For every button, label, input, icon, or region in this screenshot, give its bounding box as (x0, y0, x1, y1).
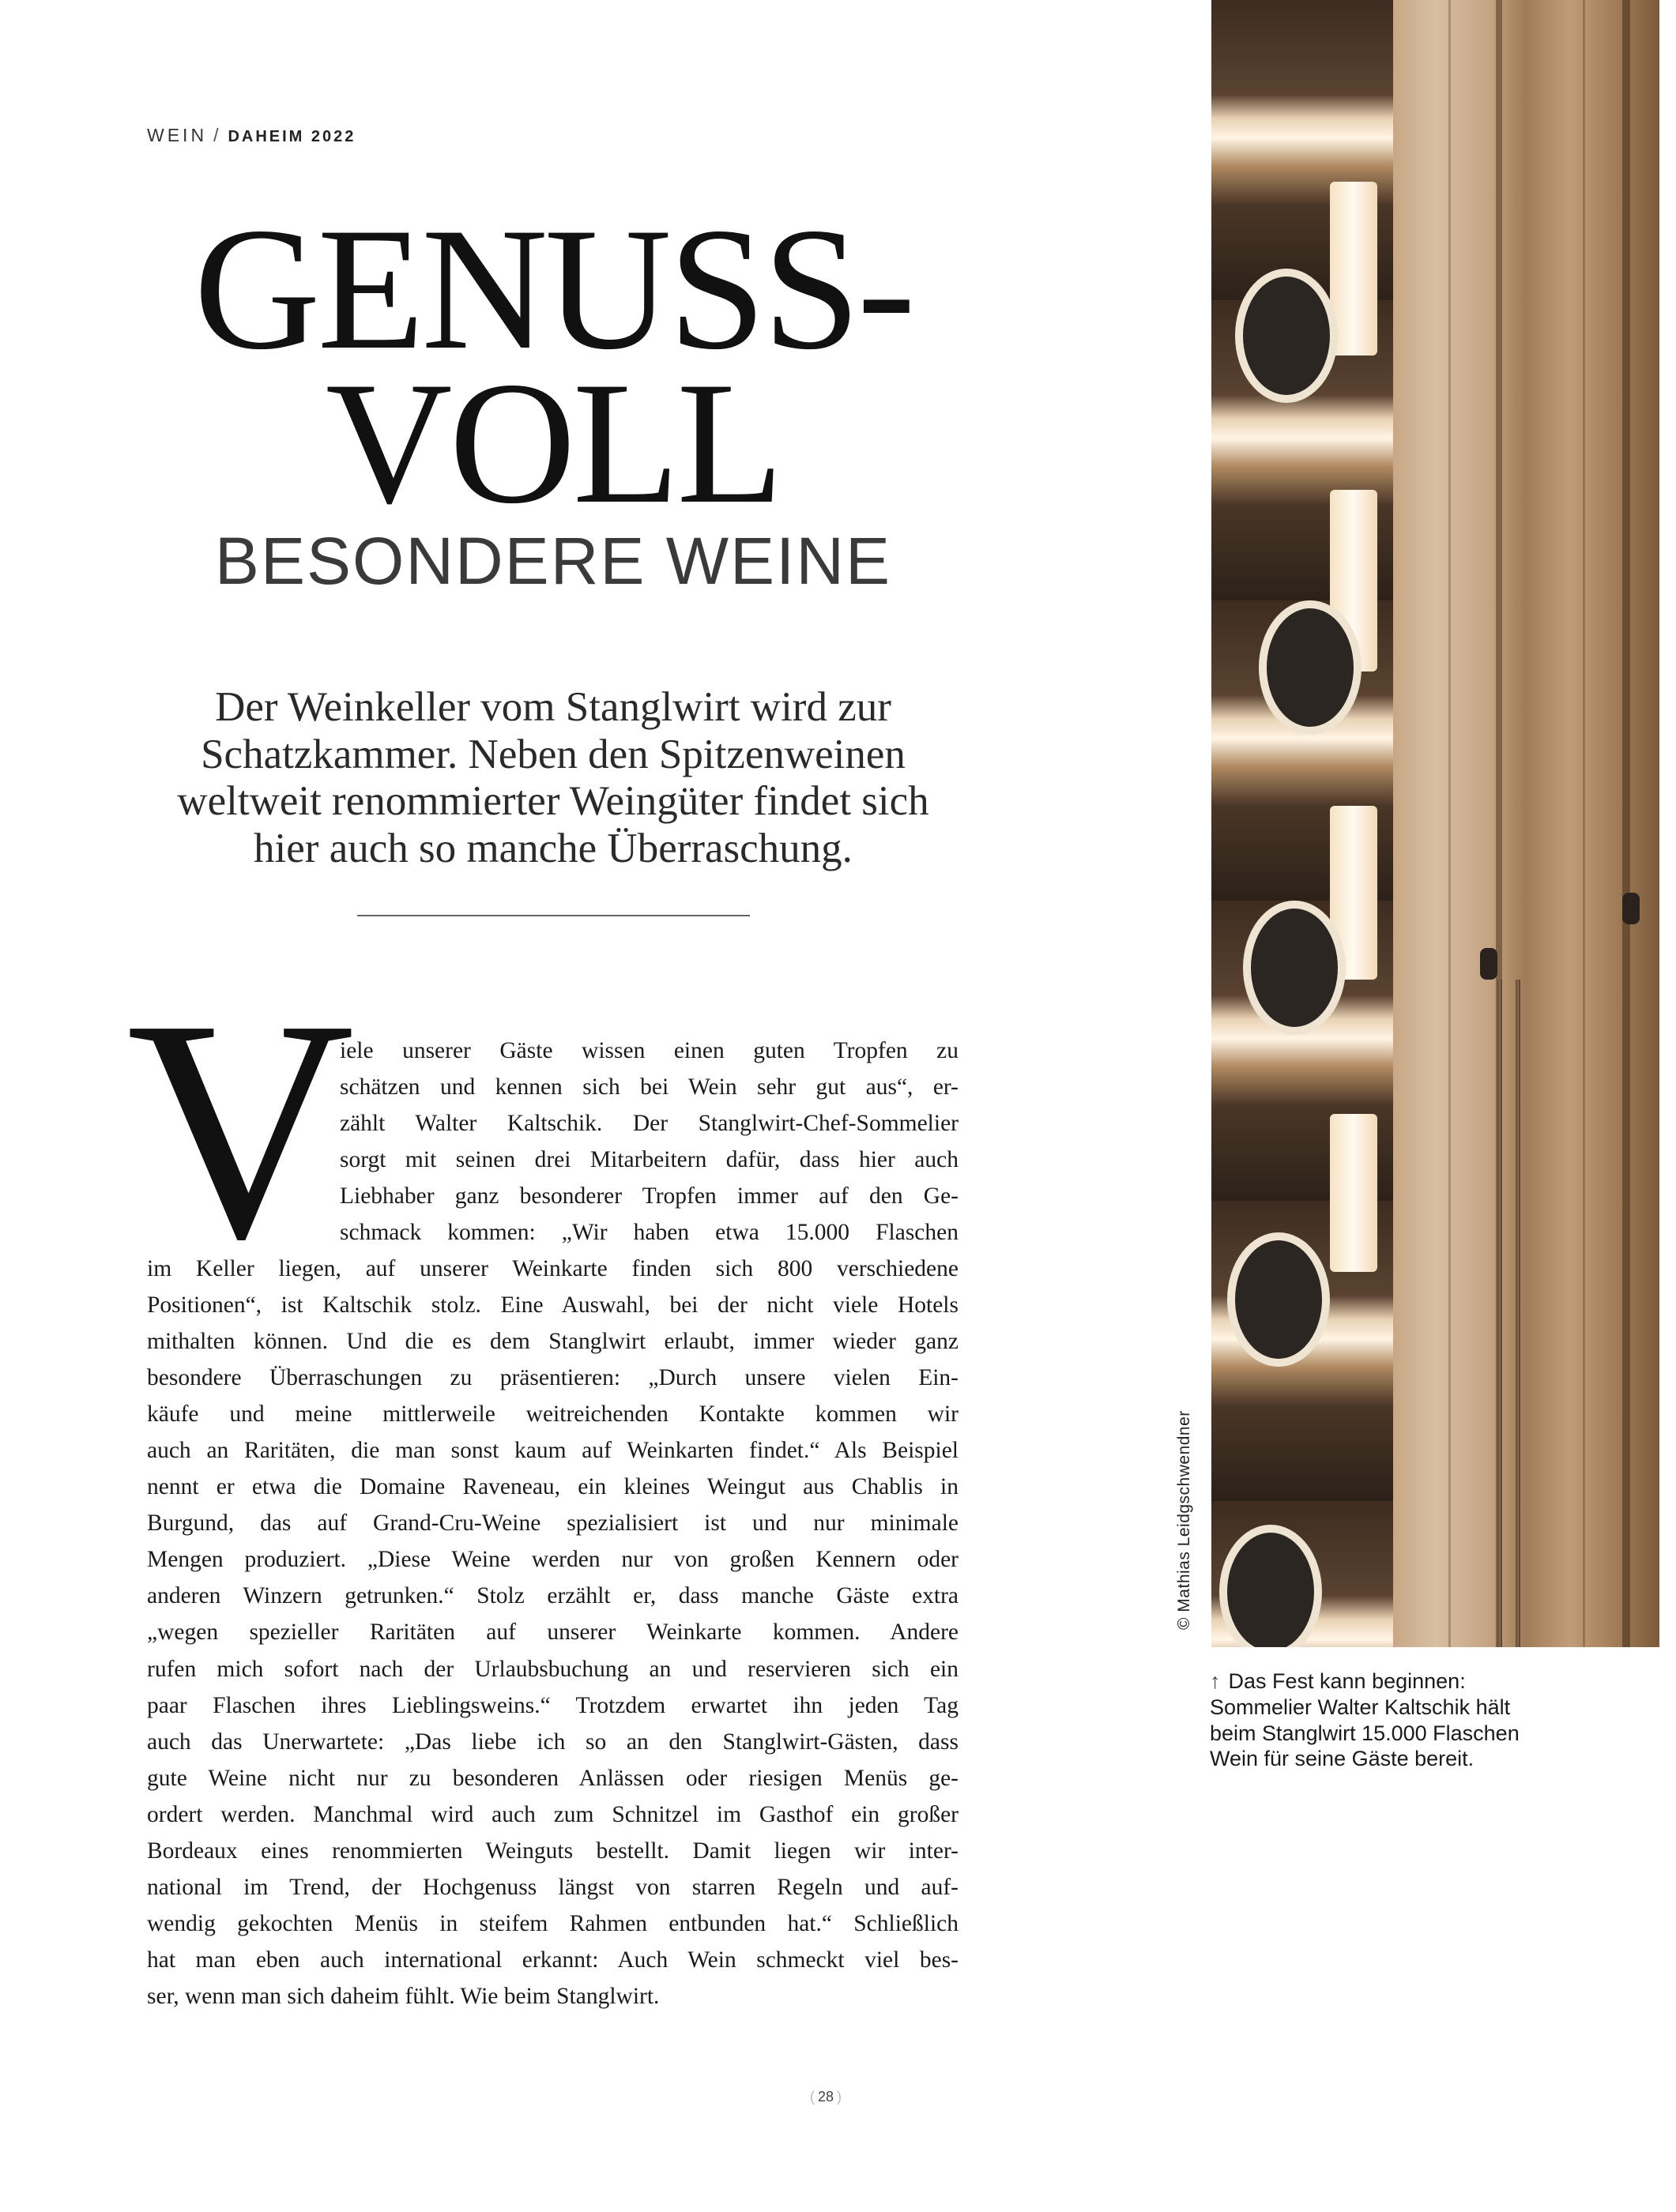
article-line: Liebhaber ganz besonderer Tropfen immer auf den Ge- (340, 1183, 959, 1209)
article-line: Mengen produziert. „Diese Weine werden nur von großen Kennern oder (147, 1547, 959, 1573)
section-kicker (147, 125, 356, 146)
photo-credit: © Mathias Leidgschwendner (1175, 1410, 1193, 1630)
wine-bottle (1243, 901, 1346, 1035)
issue-label: DAHEIM 2022 (228, 128, 356, 145)
article-line: sorgt mit seinen drei Mitarbeitern dafür, dass hier auch (340, 1147, 959, 1173)
article-line: auch an Raritäten, die man sonst kaum auf Weinkarten findet.“ Als Beispiel (147, 1438, 959, 1464)
caption-line: Sommelier Walter Kaltschik hält (1210, 1695, 1511, 1719)
section-label: WEIN (147, 125, 208, 145)
door-rod (1497, 980, 1502, 1647)
intro-line: hier auch so manche Überraschung. (254, 825, 853, 871)
article-line: ordert werden. Manchmal wird auch zum Schnitzel im Gasthof ein großer (147, 1801, 959, 1827)
door-handle (1480, 948, 1497, 980)
article-line: anderen Winzern getrunken.“ Stolz erzählt er, dass manche Gäste extra (147, 1583, 959, 1609)
wood-grain (1622, 0, 1630, 1647)
article-line: rufen mich sofort nach der Urlaubsbuchung an und reservieren sich ein (147, 1656, 959, 1682)
photo-caption (1210, 1668, 1605, 1772)
caption-line: beim Stanglwirt 15.000 Flaschen (1210, 1721, 1520, 1745)
wine-cellar-photo (1211, 0, 1659, 1647)
divider-rule (357, 915, 750, 916)
article-line: „wegen spezieller Raritäten auf unserer Weinkarte kommen. Andere (147, 1620, 959, 1646)
intro-line: Schatzkammer. Neben den Spitzenweinen (201, 731, 906, 777)
subheadline: BESONDERE WEINE (214, 524, 892, 598)
wine-bottle (1235, 269, 1338, 403)
article-line: mithalten können. Und die es dem Stanglwirt erlaubt, immer wieder ganz (147, 1329, 959, 1355)
article-line: wendig gekochten Menüs in steifem Rahmen entbunden hat.“ Schließlich (147, 1910, 959, 1936)
article-line: national im Trend, der Hochgenuss längst von starren Regeln und auf- (147, 1874, 959, 1900)
light-strip (1330, 1114, 1377, 1272)
article-body-indented (340, 1033, 959, 1251)
article-line: käufe und meine mittlerweile weitreichenden Kontakte kommen wir (147, 1401, 959, 1428)
article-line: auch das Unerwartete: „Das liebe ich so an den Stanglwirt-Gästen, dass (147, 1729, 959, 1755)
door-handle (1622, 893, 1640, 924)
article-line: besondere Überraschungen zu präsentieren: „Durch unsere vielen Ein- (147, 1365, 959, 1391)
article-line: Bordeaux eines renommierten Weinguts bestellt. Damit liegen wir inter- (147, 1838, 959, 1864)
caption-text: Das Fest kann beginnen: (1228, 1669, 1466, 1693)
article-line: paar Flaschen ihres Lieblingsweins.“ Trotzdem erwartet ihn jeden Tag (147, 1692, 959, 1718)
arrow-up-icon: ↑ (1210, 1669, 1221, 1693)
headline-line-2: VOLL (326, 346, 781, 540)
article-line: schmack kommen: „Wir haben etwa 15.000 Flaschen (340, 1220, 959, 1246)
article-body (147, 1251, 959, 2014)
wine-bottle (1227, 1232, 1330, 1367)
kicker-separator: / (213, 125, 222, 145)
wood-grain (1583, 0, 1585, 1647)
page-number: ( 28 ) (809, 2089, 842, 2105)
article-line: nennt er etwa die Domaine Raveneau, ein kleines Weingut aus Chablis in (147, 1474, 959, 1500)
intro-line: weltweit renommierter Weingüter findet sich (177, 778, 929, 824)
article-line: ser, wenn man sich daheim fühlt. Wie beim Stanglwirt. (147, 1983, 660, 2009)
article-line: schätzen und kennen sich bei Wein sehr gut aus“, er- (340, 1074, 959, 1100)
article-line: iele unserer Gäste wissen einen guten Tropfen zu (340, 1038, 959, 1063)
page-number-value: 28 (817, 2089, 834, 2105)
article-line: im Keller liegen, auf unserer Weinkarte finden sich 800 verschiedene (147, 1256, 959, 1281)
article-line: Positionen“, ist Kaltschik stolz. Eine Auswahl, bei der nicht viele Hotels (147, 1292, 959, 1319)
wine-bottle (1259, 600, 1362, 735)
article-line: gute Weine nicht nur zu besonderen Anlässen oder riesigen Menüs ge- (147, 1765, 959, 1791)
intro-line: Der Weinkeller vom Stanglwirt wird zur (215, 684, 891, 730)
caption-line: Wein für seine Gäste bereit. (1210, 1747, 1475, 1771)
wood-grain (1448, 0, 1451, 1647)
intro-lead (119, 684, 988, 872)
article-line: zählt Walter Kaltschik. Der Stanglwirt-Chef-Sommelier (340, 1111, 959, 1137)
caption-line (1210, 1668, 1605, 1695)
article-line: hat man eben auch international erkannt: Auch Wein schmeckt viel bes- (147, 1947, 959, 1973)
headline-line-1: GENUSS- (194, 192, 913, 386)
drop-cap: V (126, 954, 355, 1304)
door-rod (1516, 980, 1520, 1647)
article-line: Burgund, das auf Grand-Cru-Weine spezialisiert ist und nur minimale (147, 1510, 959, 1537)
